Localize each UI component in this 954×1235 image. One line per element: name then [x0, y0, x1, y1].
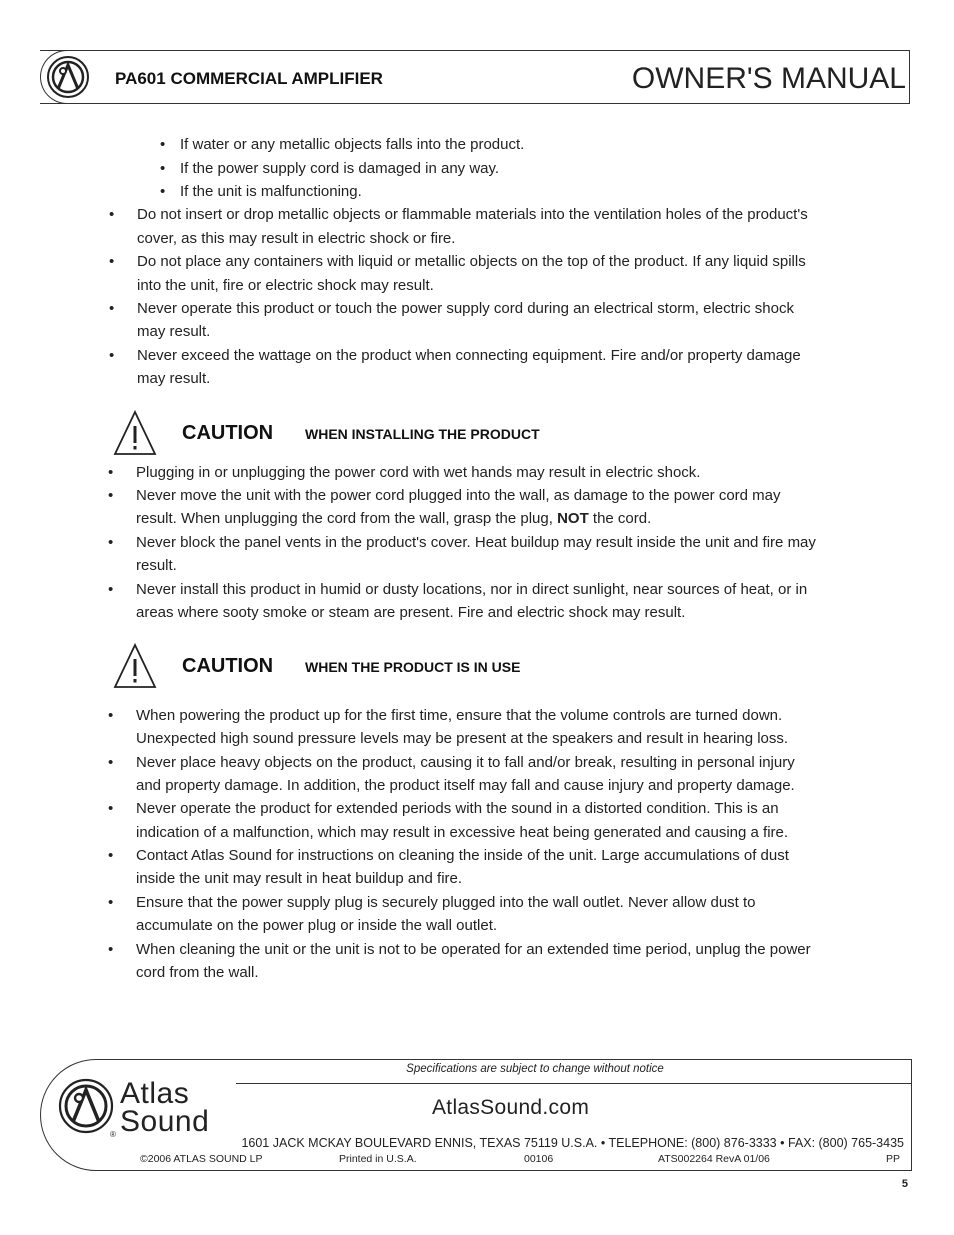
pp-text: PP [886, 1153, 901, 1165]
caution-heading: CAUTION [182, 655, 274, 677]
brand-line: Atlas [120, 1077, 190, 1110]
page-number: 5 [901, 1178, 908, 1190]
copyright-text: ©2006 ATLAS SOUND LP [140, 1153, 263, 1165]
list-item-continued: and property damage. In addition, the product itself may fall and cause injury and property damage. [136, 777, 795, 794]
footer-note: Specifications are subject to change without notice [406, 1063, 664, 1075]
code-text: 00106 [524, 1153, 554, 1165]
list-item: • Never place heavy objects on the product, causing it to fall and/or break, resulting in personal injury [136, 751, 795, 774]
list-item: • Never exceed the wattage on the product when connecting equipment. Fire and/or property damage [137, 344, 801, 367]
list-item: • Never move the unit with the power cord plugged into the wall, as damage to the power cord may [136, 484, 781, 507]
caution-subtitle: WHEN INSTALLING THE PRODUCT [305, 426, 540, 442]
list-item-continued: Unexpected high sound pressure levels may be present at the speakers and result in hearing loss. [136, 730, 789, 747]
atlas-logo-icon [58, 1078, 114, 1134]
product-title: PA601 COMMERCIAL AMPLIFIER [115, 69, 383, 88]
list-item: • Plugging in or unplugging the power cord with wet hands may result in electric shock. [136, 461, 700, 484]
list-item: • Never block the panel vents in the product's cover. Heat buildup may result inside the unit and fire may [136, 531, 816, 554]
list-item-continued: may result. [137, 323, 211, 340]
caution-heading: CAUTION [182, 422, 274, 444]
list-item: • If water or any metallic objects falls into the product. [180, 133, 524, 156]
list-item: • Never install this product in humid or dusty locations, nor in direct sunlight, near sources of heat, or in [136, 578, 807, 601]
list-item: • Ensure that the power supply plug is securely plugged into the wall outlet. Never allow dust to [136, 891, 756, 914]
list-item: • Never operate the product for extended periods with the sound in a distorted condition. This is an [136, 797, 779, 820]
warning-triangle-icon [113, 643, 157, 689]
list-item: • Never operate this product or touch the power supply cord during an electrical storm, electric shock [137, 297, 794, 320]
brand-line: Sound [120, 1105, 210, 1138]
caution-subtitle: WHEN THE PRODUCT IS IN USE [305, 659, 521, 675]
manual-title: OWNER'S MANUAL [631, 62, 906, 95]
footer-address: 1601 JACK MCKAY BOULEVARD ENNIS, TEXAS 75119 U.S.A. • TELEPHONE: (800) 876-3333 • FAX: (800) 765-3435 [241, 1136, 904, 1150]
list-item-continued: accumulate on the power plug or inside the wall outlet. [136, 917, 498, 934]
registered-mark: ® [110, 1130, 116, 1139]
list-item-continued: areas where sooty smoke or steam are present. Fire and electric shock may result. [136, 604, 686, 621]
list-item: • If the power supply cord is damaged in any way. [180, 157, 499, 180]
list-item: • When powering the product up for the first time, ensure that the volume controls are turned down. [136, 704, 782, 727]
list-item-continued: inside the unit may result in heat buildup and fire. [136, 870, 463, 887]
footer-divider [236, 1083, 912, 1084]
list-item-text: result. When unplugging the cord from the wall, grasp the plug, [136, 510, 558, 527]
list-item-continued: cover, as this may result in electric shock or fire. [137, 230, 456, 247]
printed-text: Printed in U.S.A. [339, 1153, 417, 1165]
list-item: • Contact Atlas Sound for instructions on cleaning the inside of the unit. Large accumulations of dust [136, 844, 789, 867]
list-item-continued: may result. [137, 370, 211, 387]
list-item-continued: into the unit, fire or electric shock may result. [137, 277, 434, 294]
list-item: • Do not place any containers with liquid or metallic objects on the top of the product. If any liquid spills [137, 250, 806, 273]
emphasis-text: NOT [557, 510, 589, 527]
list-item-continued [136, 507, 651, 530]
list-item: • Do not insert or drop metallic objects or flammable materials into the ventilation holes of the product's [137, 203, 808, 226]
list-item-continued: indication of a malfunction, which may result in excessive heat being generated and causing a fire. [136, 824, 789, 841]
list-item-continued: result. [136, 557, 177, 574]
doc-id-text: ATS002264 RevA 01/06 [658, 1153, 770, 1165]
list-item-continued: cord from the wall. [136, 964, 259, 981]
brand-wordmark [120, 1077, 210, 1138]
list-item: • When cleaning the unit or the unit is not to be operated for an extended time period, unplug the power [136, 938, 811, 961]
atlas-logo-icon [46, 55, 90, 99]
list-item-text: the cord. [588, 510, 652, 527]
website-link[interactable]: AtlasSound.com [432, 1096, 590, 1119]
warning-triangle-icon [113, 410, 157, 456]
list-item: • If the unit is malfunctioning. [180, 180, 362, 203]
